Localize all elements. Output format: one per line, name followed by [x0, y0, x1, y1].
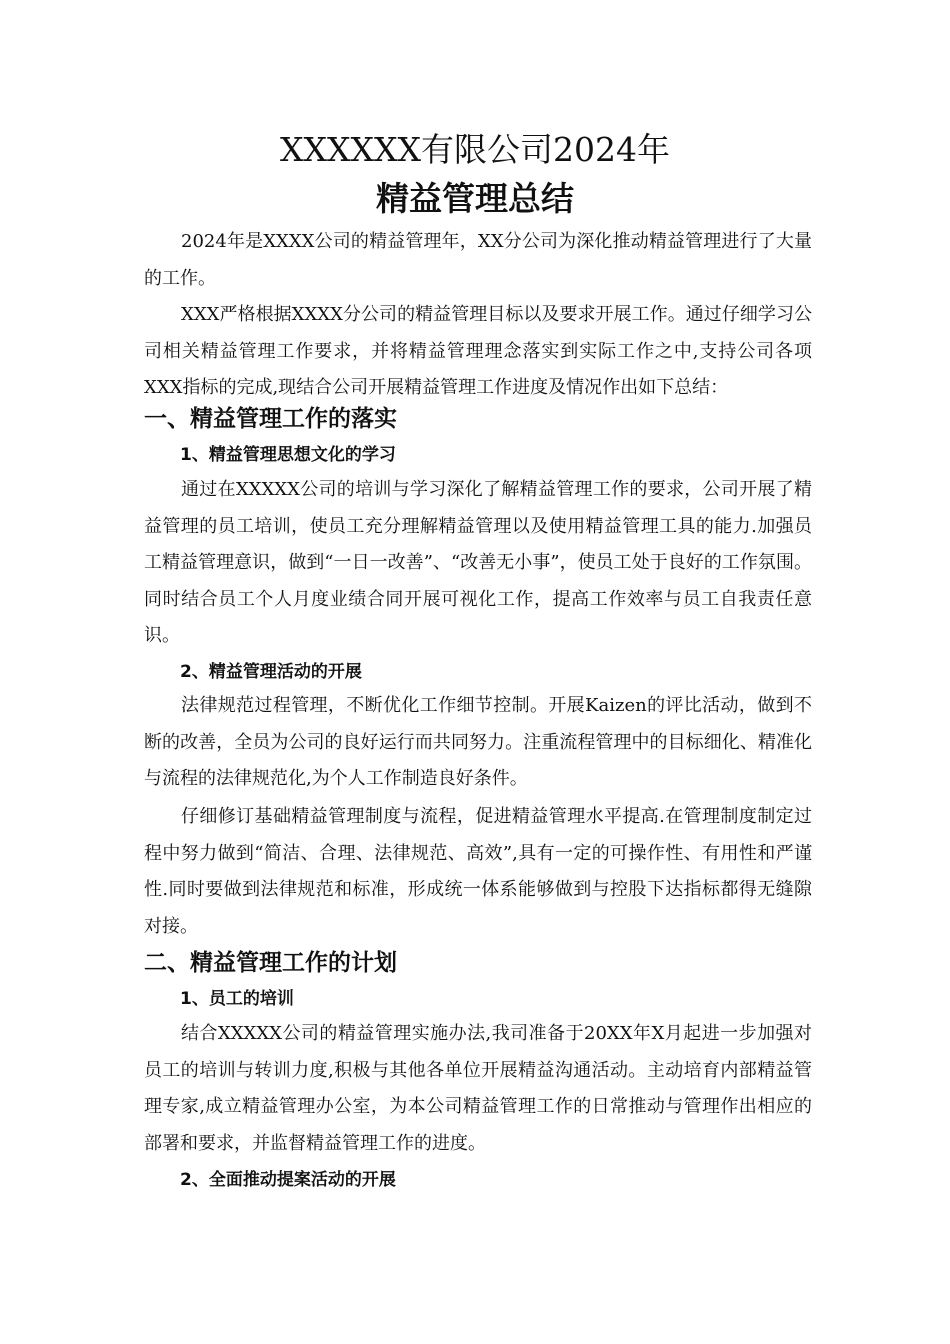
section-1-sub-2-paragraph-1: 法律规范过程管理，不断优化工作细节控制。开展Kaizen的评比活动，做到不断的改善，全员为公司的良好运行而共同努力。注重流程管理中的目标细化、精准化与流程的法律规范化,为个人工作制造良好条件。 [144, 695, 812, 789]
section-1-sub-2-heading: 2、精益管理活动的开展 [180, 662, 362, 682]
section-2-heading: 二、精益管理工作的计划 [144, 950, 397, 976]
intro-paragraph-1: 2024年是XXXX公司的精益管理年，XX分公司为深化推动精益管理进行了大量的工作。 [144, 231, 812, 289]
section-2-sub-1-heading: 1、员工的培训 [180, 989, 294, 1009]
section-2-sub-2-heading: 2、全面推动提案活动的开展 [180, 1170, 396, 1190]
document-title-line-2: 精益管理总结 [376, 179, 574, 218]
section-1-heading: 一、精益管理工作的落实 [144, 406, 397, 432]
intro-paragraph-2: XXX严格根据XXXX分公司的精益管理目标以及要求开展工作。通过仔细学习公司相关精益管理工作要求，并将精益管理理念落实到实际工作之中,支持公司各项XXX指标的完成,现结合公司开展精益管理工作进度及情况作出如下总结： [144, 304, 812, 398]
section-1-sub-1-paragraph: 通过在XXXXX公司的培训与学习深化了解精益管理工作的要求，公司开展了精益管理的员工培训，使员工充分理解精益管理以及使用精益管理工具的能力.加强员工精益管理意识，做到“一日一改善”、“改善无小事”，使员工处于良好的工作氛围。同时结合员工个人月度业绩合同开展可视化工作，提高工作效率与员工自我责任意识。 [144, 479, 812, 646]
section-1-sub-1-heading: 1、精益管理思想文化的学习 [180, 445, 396, 465]
document-title-line-1: XXXXXX有限公司2024年 [280, 130, 670, 169]
section-2-sub-1-paragraph: 结合XXXXX公司的精益管理实施办法,我司准备于20XX年X月起进一步加强对员工的培训与转训力度,积极与其他各单位开展精益沟通活动。主动培育内部精益管理专家,成立精益管理办公室，为本公司精益管理工作的日常推动与管理作出相应的部署和要求，并监督精益管理工作的进度。 [144, 1023, 812, 1154]
section-1-sub-2-paragraph-2: 仔细修订基础精益管理制度与流程，促进精益管理水平提高.在管理制度制定过程中努力做到“简洁、合理、法律规范、高效”,具有一定的可操作性、有用性和严谨性.同时要做到法律规范和标准，形成统一体系能够做到与控股下达指标都得无缝隙对接。 [144, 806, 812, 937]
